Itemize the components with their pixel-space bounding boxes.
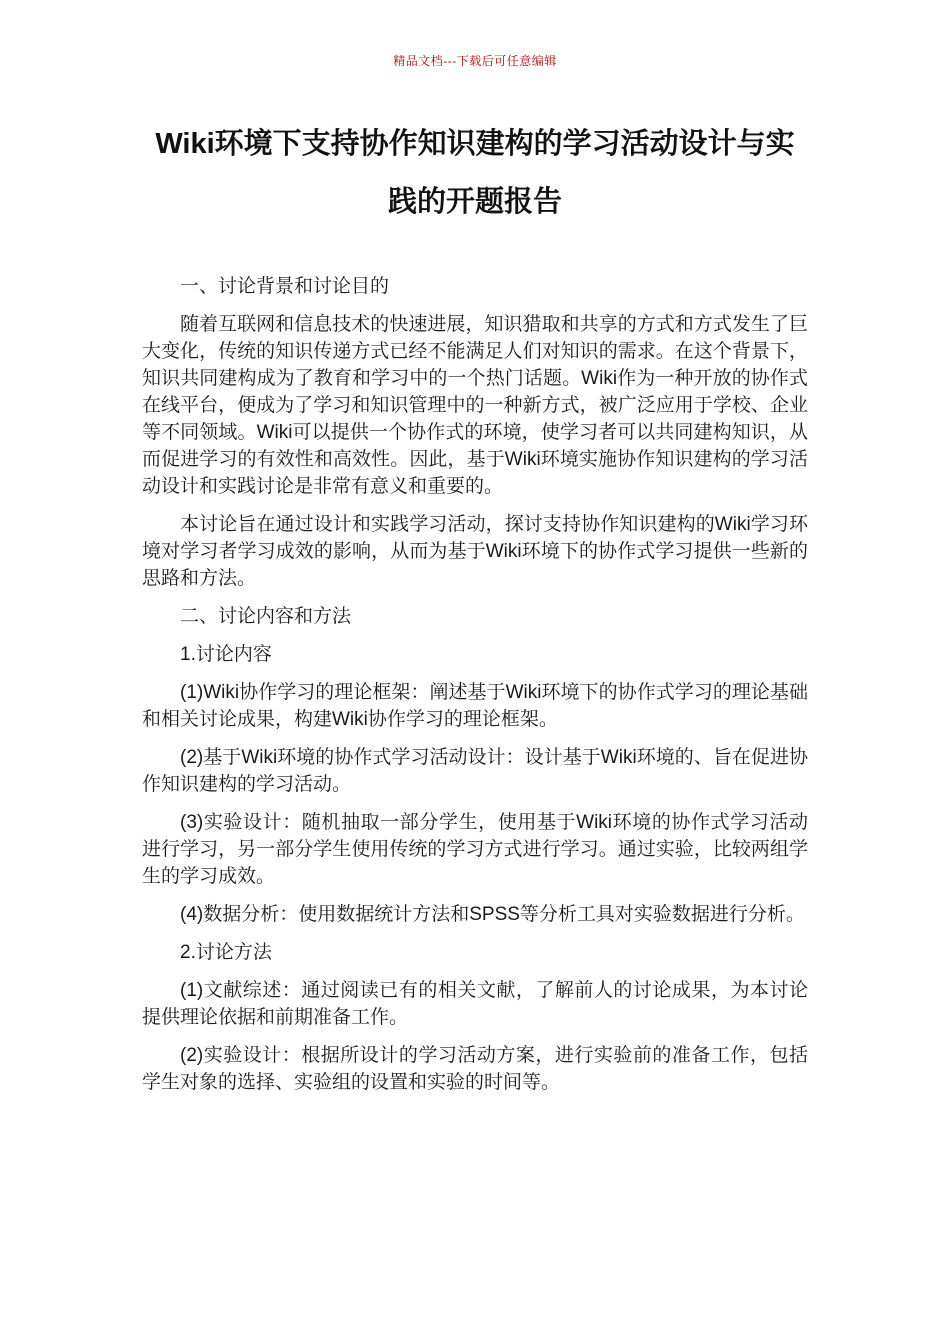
section-heading: 2.讨论方法 <box>180 942 272 963</box>
section-heading: 一、讨论背景和讨论目的 <box>180 276 390 297</box>
paragraph: (1)文献综述：通过阅读已有的相关文献，了解前人的讨论成果，为本讨论提供理论依据和前期准备工作。 <box>142 980 808 1028</box>
paragraph: (2)基于Wiki环境的协作式学习活动设计：设计基于Wiki环境的、旨在促进协作知识建构的学习活动。 <box>142 747 808 795</box>
paragraph: (4)数据分析：使用数据统计方法和SPSS等分析工具对实验数据进行分析。 <box>180 904 805 925</box>
watermark-text: 精品文档---下载后可任意编辑 <box>393 54 557 68</box>
document-title: Wiki环境下支持协作知识建构的学习活动设计与实践的开题报告 <box>155 128 795 218</box>
document-body <box>142 273 808 1096</box>
paragraph: (3)实验设计：随机抽取一部分学生，使用基于Wiki环境的协作式学习活动进行学习，另一部分学生使用传统的学习方式进行学习。通过实验，比较两组学生的学习成效。 <box>142 812 808 887</box>
paragraph: 随着互联网和信息技术的快速进展，知识猎取和共享的方式和方式发生了巨大变化，传统的知识传递方式已经不能满足人们对知识的需求。在这个背景下，知识共同建构成为了教育和学习中的一个热门话题。Wiki作为一种开放的协作式在线平台，便成为了学习和知识管理中的一种新方式，被广泛应用于学校、企业等不同领域。Wiki可以提供一个协作式的环境，使学习者可以共同建构知识，从而促进学习的有效性和高效性。因此，基于Wiki环境实施协作知识建构的学习活动设计和实践讨论是非常有意义和重要的。 <box>142 314 808 497</box>
paragraph: (1)Wiki协作学习的理论框架：阐述基于Wiki环境下的协作式学习的理论基础和相关讨论成果，构建Wiki协作学习的理论框架。 <box>142 682 808 730</box>
section-heading: 二、讨论内容和方法 <box>180 606 352 627</box>
section-heading: 1.讨论内容 <box>180 644 272 665</box>
paragraph: (2)实验设计：根据所设计的学习活动方案，进行实验前的准备工作，包括学生对象的选择、实验组的设置和实验的时间等。 <box>142 1045 808 1093</box>
paragraph: 本讨论旨在通过设计和实践学习活动，探讨支持协作知识建构的Wiki学习环境对学习者学习成效的影响，从而为基于Wiki环境下的协作式学习提供一些新的思路和方法。 <box>142 514 808 589</box>
